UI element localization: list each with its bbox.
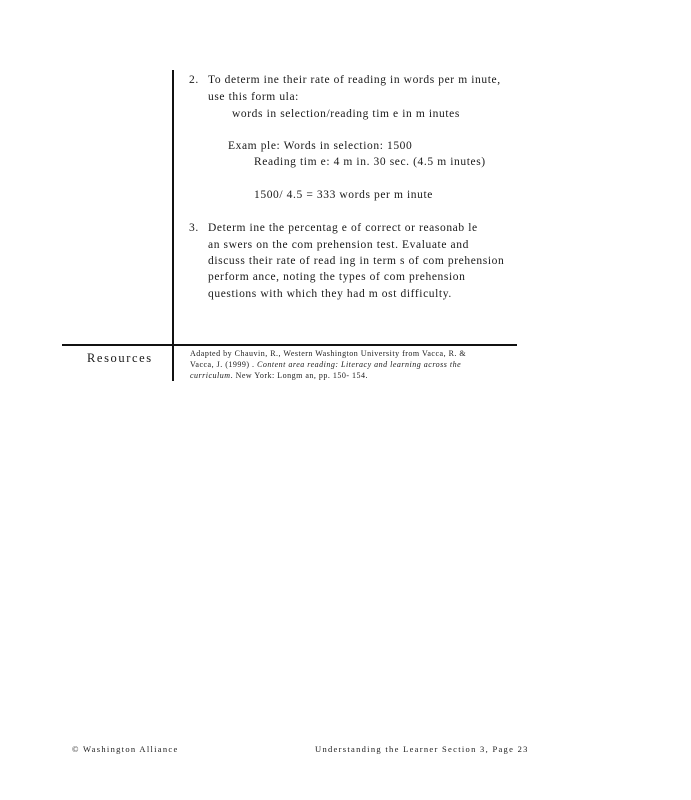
citation-line-2 xyxy=(190,359,461,370)
step-2-number: 2. xyxy=(189,74,199,86)
footer-page-info: Understanding the Learner Section 3, Page 23 xyxy=(315,744,529,754)
citation-line-3 xyxy=(190,370,368,381)
citation-book-title-end: curriculum xyxy=(190,371,231,380)
step-2-example-line-1: Exam ple: Words in selection: 1500 xyxy=(228,140,413,152)
resources-divider-horizontal xyxy=(62,344,517,346)
resources-label: Resources xyxy=(87,351,153,365)
step-3-line-2: an swers on the com prehension test. Evaluate and xyxy=(208,239,469,251)
citation-book-title: Content area reading: Literacy and learning across the xyxy=(257,360,462,369)
step-3-line-5: questions with which they had m ost difficulty. xyxy=(208,288,452,300)
step-2-line-2: use this form ula: xyxy=(208,91,299,103)
citation-authors-year: Vacca, J. (1999) . xyxy=(190,360,258,369)
footer-copyright: © Washington Alliance xyxy=(72,744,179,754)
citation-line-1: Adapted by Chauvin, R., Western Washington University from Vacca, R. & xyxy=(190,349,467,358)
step-3-line-3: discuss their rate of read ing in term s of com prehension xyxy=(208,255,505,267)
step-2-formula: words in selection/reading tim e in m inutes xyxy=(232,108,460,120)
citation-publisher: . New York: Longm an, pp. 150- 154. xyxy=(230,371,369,380)
step-3-line-1: Determ ine the percentag e of correct or reasonab le xyxy=(208,222,478,234)
column-divider-vertical xyxy=(172,70,174,381)
step-2-line-1: To determ ine their rate of reading in words per m inute, xyxy=(208,74,501,86)
step-3-number: 3. xyxy=(189,222,199,234)
step-3-line-4: perform ance, noting the types of com prehension xyxy=(208,271,466,283)
step-2-example-result: 1500/ 4.5 = 333 words per m inute xyxy=(254,189,433,201)
step-2-example-line-2: Reading tim e: 4 m in. 30 sec. (4.5 m inutes) xyxy=(254,156,486,168)
